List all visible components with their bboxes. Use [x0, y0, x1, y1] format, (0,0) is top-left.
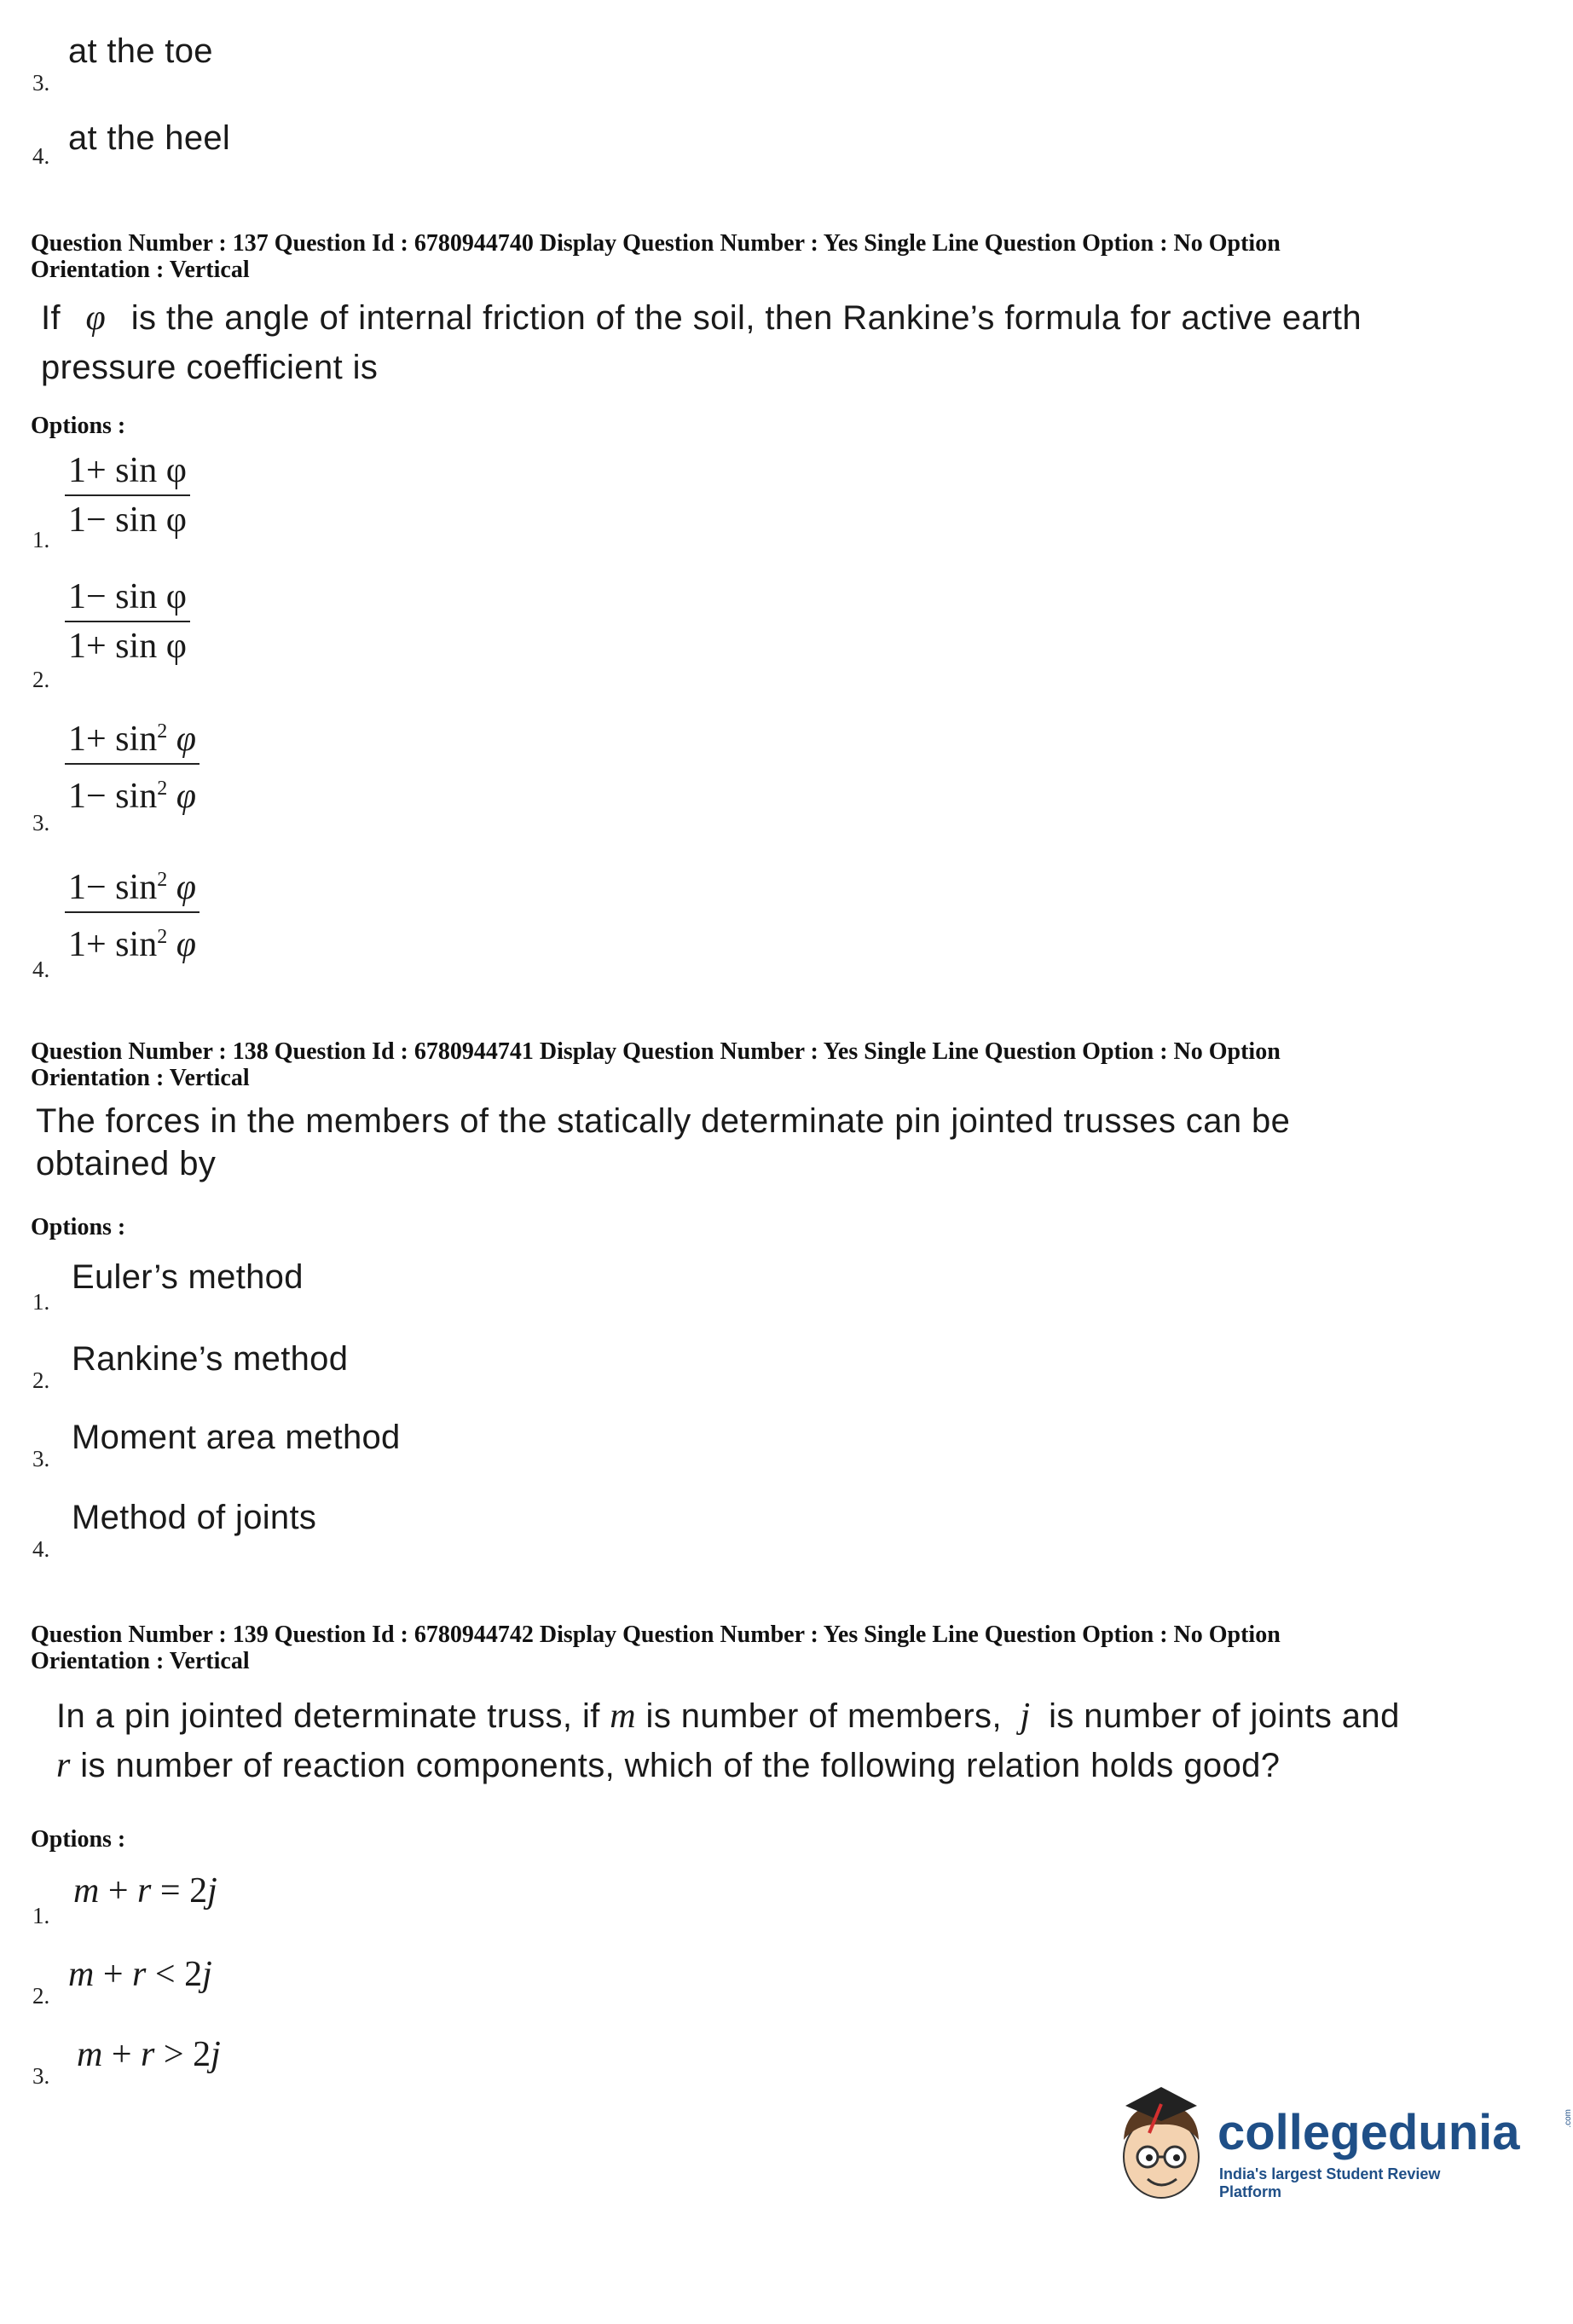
meta-line: Orientation : Vertical — [31, 257, 250, 283]
mascot-icon — [1108, 2080, 1219, 2208]
option-number: 2. — [32, 667, 50, 692]
option-relation[interactable]: m + r = 2j — [73, 1871, 217, 1911]
question-text-138 — [36, 1100, 1485, 1185]
meta-line: Question Number : 139 Question Id : 6780944742 Display Question Number : Yes Single Line Question Option : No Option — [31, 1622, 1281, 1648]
numerator: 1− sin φ — [65, 576, 190, 622]
option-fraction[interactable] — [65, 859, 200, 965]
meta-line: Question Number : 137 Question Id : 6780944740 Display Question Number : Yes Single Line Question Option : No Option — [31, 230, 1281, 257]
option-fraction[interactable] — [65, 576, 190, 667]
option-text[interactable]: Method of joints — [72, 1499, 317, 1536]
denominator: $1+ \sin^2 \varphi$ — [68, 925, 196, 964]
option-relation[interactable]: m + r > 2j — [77, 2035, 221, 2074]
option-number: 3. — [32, 1446, 50, 1471]
meta-line: Orientation : Vertical — [31, 1648, 250, 1674]
collegedunia-logo — [1108, 2080, 1573, 2208]
numerator: 1+ sin φ — [65, 450, 190, 496]
variable-j: j — [1020, 1697, 1031, 1736]
denominator: 1− sin φ — [68, 500, 187, 540]
option-relation[interactable]: m + r < 2j — [68, 1955, 212, 1994]
logo-tagline: India's largest Student Review Platform — [1219, 2165, 1441, 2200]
text-segment: obtained by — [36, 1145, 217, 1182]
option-number: 4. — [32, 1536, 50, 1562]
option-fraction[interactable] — [65, 711, 200, 817]
option-number: 3. — [32, 2063, 50, 2089]
question-meta-138 — [31, 1038, 1281, 1091]
option-number: 1. — [32, 527, 50, 552]
option-text[interactable]: Euler’s method — [72, 1258, 304, 1296]
variable-r: r — [56, 1746, 71, 1785]
numerator: $1+ \sin^2 \varphi$ — [65, 711, 200, 765]
option-number: 2. — [32, 1983, 50, 2009]
variable-m: m — [610, 1697, 637, 1736]
option-text[interactable]: Rankine’s method — [72, 1340, 349, 1378]
option-number: 3. — [32, 810, 50, 835]
option-text[interactable]: at the heel — [68, 119, 231, 157]
option-number: 4. — [32, 143, 50, 169]
option-number: 4. — [32, 957, 50, 982]
text-segment: The forces in the members of the statically determinate pin jointed trusses can be — [36, 1102, 1291, 1140]
option-number: 1. — [32, 1903, 50, 1928]
phi-symbol: φ — [85, 298, 107, 338]
text-segment: is the angle of internal friction of the soil, then Rankine’s formula for active earth — [130, 299, 1362, 337]
text-segment: In a pin jointed determinate truss, if — [56, 1697, 600, 1735]
logo-suffix: .com — [1564, 2109, 1573, 2128]
text-segment: is number of members, — [645, 1697, 1002, 1735]
option-number: 3. — [32, 70, 50, 95]
logo-name: collegedunia — [1217, 2105, 1520, 2160]
question-text-137 — [41, 293, 1490, 392]
options-label: Options : — [31, 1214, 126, 1240]
question-text-139 — [56, 1691, 1489, 1790]
option-text[interactable]: at the toe — [68, 32, 213, 70]
option-number: 2. — [32, 1367, 50, 1393]
text-segment: is number of reaction components, which of the following relation holds good? — [80, 1747, 1281, 1784]
meta-line: Orientation : Vertical — [31, 1065, 250, 1091]
option-number: 1. — [32, 1289, 50, 1315]
text-segment: pressure coefficient is — [41, 349, 379, 386]
text-segment: If — [41, 299, 61, 337]
options-label: Options : — [31, 413, 126, 439]
text-segment: is number of joints and — [1049, 1697, 1400, 1735]
numerator: $1- \sin^2 \varphi$ — [65, 859, 200, 913]
question-meta-137 — [31, 230, 1281, 283]
denominator: $1- \sin^2 \varphi$ — [68, 777, 196, 816]
options-label: Options : — [31, 1826, 126, 1853]
question-meta-139 — [31, 1622, 1281, 1674]
meta-line: Question Number : 138 Question Id : 6780944741 Display Question Number : Yes Single Line Question Option : No Option — [31, 1038, 1281, 1065]
option-fraction[interactable] — [65, 450, 190, 541]
denominator: 1+ sin φ — [68, 627, 187, 666]
option-text[interactable]: Moment area method — [72, 1419, 401, 1456]
